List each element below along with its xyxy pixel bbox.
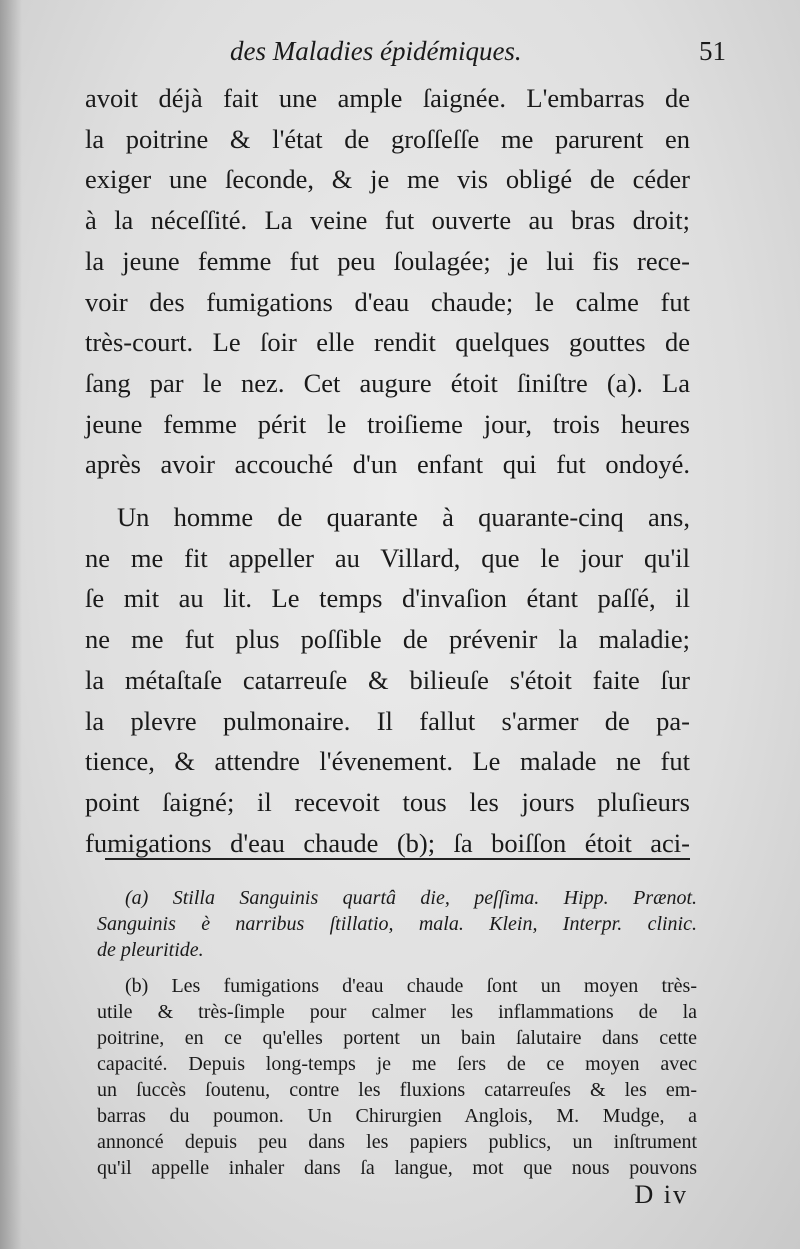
text-line: ſang par le nez. Cet augure étoit ſiniſtre (a). La (85, 367, 690, 398)
paragraph-1 (85, 78, 690, 485)
signature-mark: D iv (634, 1180, 688, 1209)
footnote-line: capacité. Depuis long-temps je me ſers de ce moyen avec (97, 1053, 697, 1075)
footnote-line: un ſuccès ſoutenu, contre les fluxions catarreuſes & les em- (97, 1079, 697, 1101)
text-line: ne me fut plus poſſible de prévenir la maladie; (85, 624, 690, 655)
text-line: la poitrine & l'état de groſſeſſe me parurent en (85, 123, 690, 154)
footnote-line: (b) Les fumigations d'eau chaude ſont un moyen très- (125, 975, 697, 997)
text-line: après avoir accouché d'un enfant qui fut ondoyé. (85, 449, 690, 480)
footnote-line: (a) Stilla Sanguinis quartâ die, peſſima. Hipp. Prænot. (125, 887, 697, 909)
footnote-line: Sanguinis è narribus ſtillatio, mala. Klein, Interpr. clinic. (97, 913, 697, 935)
footnote-line: de pleuritide. (97, 939, 204, 961)
paragraph-2 (85, 497, 690, 863)
text-line: jeune femme périt le troiſieme jour, trois heures (85, 408, 690, 439)
running-title: des Maladies épidémiques. (230, 36, 522, 66)
text-line: ne me fit appeller au Villard, que le jour qu'il (85, 542, 690, 573)
text-line: la métaſtaſe catarreuſe & bilieuſe s'étoit faite ſur (85, 664, 690, 695)
text-line: tience, & attendre l'évenement. Le malade ne fut (85, 746, 690, 777)
footnote-a (97, 885, 697, 963)
text-line: la jeune femme fut peu ſoulagée; je lui fis rece- (85, 245, 690, 276)
footnote-line: poitrine, en ce qu'elles portent un bain ſalutaire dans cette (97, 1027, 697, 1049)
text-line: à la néceſſité. La veine fut ouverte au bras droit; (85, 205, 690, 236)
page-edge-shadow (0, 0, 22, 1249)
footnote-line: barras du poumon. Un Chirurgien Anglois, M. Mudge, a (97, 1105, 697, 1127)
page-number: 51 (699, 36, 726, 66)
footnotes (97, 885, 697, 1181)
footnote-line: annoncé depuis peu dans les papiers publics, un inſtrument (97, 1131, 697, 1153)
text-line: Un homme de quarante à quarante-cinq ans, (117, 502, 690, 533)
text-line: la plevre pulmonaire. Il fallut s'armer de pa- (85, 705, 690, 736)
text-line: point ſaigné; il recevoit tous les jours pluſieurs (85, 786, 690, 817)
text-line: ſe mit au lit. Le temps d'invaſion étant paſſé, il (85, 583, 690, 614)
text-line: exiger une ſeconde, & je me vis obligé de céder (85, 164, 690, 195)
text-line: très-court. Le ſoir elle rendit quelques gouttes de (85, 327, 690, 358)
text-line: voir des fumigations d'eau chaude; le calme fut (85, 286, 690, 317)
page-header (230, 36, 726, 76)
text-line: fumigations d'eau chaude (b); ſa boiſſon étoit aci- (85, 827, 690, 858)
footnote-line: qu'il appelle inhaler dans ſa langue, mot que nous pouvons (97, 1157, 697, 1179)
footnote-line: utile & très-ſimple pour calmer les inflammations de la (97, 1001, 697, 1023)
text-line: avoit déjà fait une ample ſaignée. L'embarras de (85, 83, 690, 113)
main-text (85, 78, 690, 863)
footnote-rule (105, 858, 690, 860)
footnote-b (97, 973, 697, 1181)
